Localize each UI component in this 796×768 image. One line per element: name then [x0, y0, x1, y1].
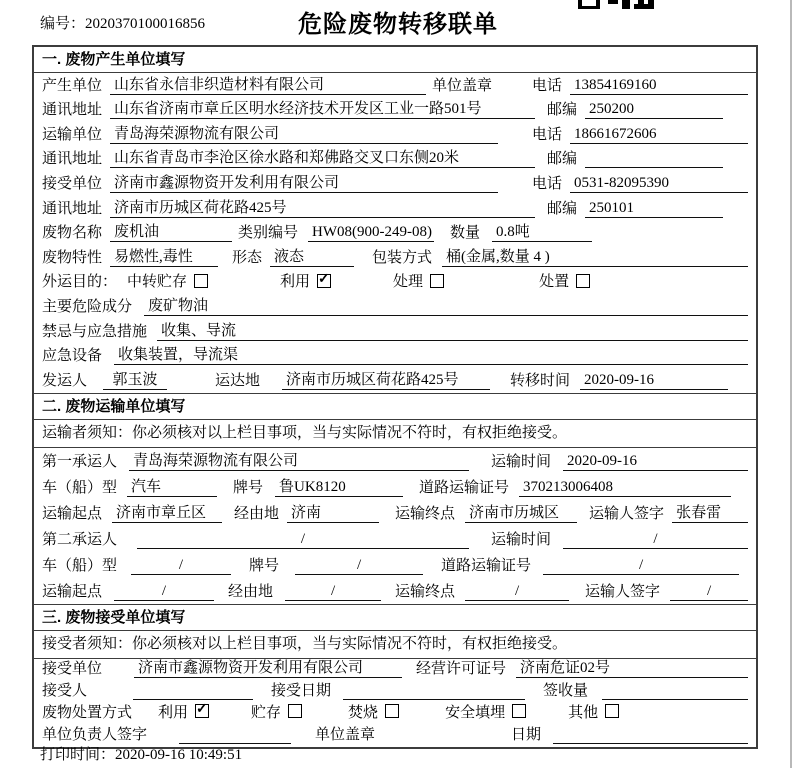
route1-row — [34, 500, 756, 526]
route-end-label: 运输终点 — [395, 505, 456, 522]
transporter-zip — [585, 151, 723, 168]
plate-label: 牌号 — [249, 557, 280, 574]
receiver-label: 接受单位 — [42, 175, 103, 192]
purpose-option-dispose — [539, 270, 590, 291]
checkbox-icon — [512, 704, 526, 718]
disposal-option-landfill — [445, 701, 526, 722]
signed-qty-label: 签收量 — [543, 682, 589, 699]
vehicle2-type: / — [131, 557, 231, 575]
checkbox-icon — [385, 704, 399, 718]
emergency-label: 禁忌与应急措施 — [42, 323, 148, 340]
disposal-option-other — [568, 701, 619, 722]
date-label: 日期 — [511, 726, 542, 743]
recipient-label: 接受人 — [42, 682, 88, 699]
carrier-sign-label: 运输人签字 — [585, 583, 661, 600]
equipment-row — [34, 344, 756, 369]
section1-heading: 一. 废物产生单位填写 — [34, 47, 756, 73]
equipment-value: 收集装置，导流渠 — [114, 343, 748, 365]
option-text: 中转贮存 — [127, 274, 188, 291]
receiver-notice-row — [34, 631, 756, 659]
route1-via: 济南 — [287, 501, 379, 523]
unit-seal-label: 单位盖章 — [315, 726, 376, 743]
form-title: 危险废物转移联单 — [298, 11, 498, 38]
checkbox-icon — [288, 704, 302, 718]
road-license-label: 道路运输证号 — [419, 479, 510, 496]
zip-label: 邮编 — [547, 200, 578, 217]
receiver-value: 济南市鑫源物资开发利用有限公司 — [110, 171, 498, 193]
disposal-row — [34, 703, 756, 725]
section2-heading: 二. 废物运输单位填写 — [34, 394, 756, 420]
shipper-value: 郭玉波 — [103, 368, 167, 390]
dest-label: 运达地 — [215, 372, 261, 389]
form-label: 形态 — [232, 249, 263, 266]
route2-row — [34, 578, 756, 604]
route2-via: / — [285, 583, 381, 601]
qty-value: 0.8吨 — [492, 220, 592, 242]
receiver-address-value: 济南市历城区荷花路425号 — [110, 196, 535, 218]
waste-name-value: 废机油 — [110, 220, 232, 242]
zip-label: 邮编 — [547, 151, 578, 168]
option-text: 处置 — [539, 274, 570, 291]
date-value — [553, 727, 748, 744]
option-text: 贮存 — [251, 704, 282, 721]
purpose-option-use — [280, 270, 331, 291]
recipient-row — [34, 681, 756, 703]
address-label: 通讯地址 — [42, 102, 103, 119]
print-time-line — [40, 743, 242, 764]
transporter-row — [34, 122, 756, 147]
transport-time-label: 运输时间 — [491, 531, 552, 548]
zip-label: 邮编 — [547, 102, 578, 119]
purpose-row — [34, 270, 756, 295]
phone-label: 电话 — [531, 126, 562, 143]
category-label: 类别编号 — [238, 225, 299, 242]
shipper-row — [34, 368, 756, 393]
carrier2-label: 第二承运人 — [42, 531, 118, 548]
option-text: 其他 — [568, 704, 599, 721]
route-end-label: 运输终点 — [395, 583, 456, 600]
address-label: 通讯地址 — [42, 200, 103, 217]
purpose-option-transfer — [127, 270, 208, 291]
receiver-phone: 0531-82095390 — [570, 175, 748, 193]
receiver-zip: 250101 — [585, 200, 723, 218]
waste-name-row — [34, 221, 756, 246]
transfer-time-value: 2020-09-16 — [580, 372, 728, 390]
carrier1-value: 青岛海荣源物流有限公司 — [129, 449, 469, 471]
vehicle1-type: 汽车 — [127, 475, 217, 497]
print-time-label: 打印时间： — [40, 747, 116, 763]
transporter-notice-row — [34, 420, 756, 448]
qty-label: 数量 — [450, 225, 481, 242]
transporter-label: 运输单位 — [42, 126, 103, 143]
waste-name-label: 废物名称 — [42, 225, 103, 242]
responsible-sign-value — [179, 727, 291, 744]
vehicle2-license: / — [543, 557, 739, 575]
vehicle2-plate: / — [295, 557, 423, 575]
vehicle1-row — [34, 474, 756, 500]
section-transporter — [34, 393, 756, 604]
checkbox-icon — [430, 274, 444, 288]
option-text: 处理 — [393, 274, 424, 291]
carrier2-row — [34, 526, 756, 552]
vehicle2-row — [34, 552, 756, 578]
signed-qty-value — [602, 683, 748, 700]
accept-unit-value: 济南市鑫源物资开发利用有限公司 — [134, 656, 402, 678]
receiver-address-row — [34, 196, 756, 221]
phone-label: 电话 — [531, 175, 562, 192]
dest-value: 济南市历城区荷花路425号 — [282, 368, 490, 390]
vehicle-type-label: 车（船）型 — [42, 479, 118, 496]
purpose-label: 外运目的： — [42, 274, 118, 291]
print-time-value: 2020-09-16 10:49:51 — [115, 747, 243, 763]
producer-value: 山东省永信非织造材料有限公司 — [110, 73, 426, 95]
producer-label: 产生单位 — [42, 77, 103, 94]
section-receiver — [34, 604, 756, 747]
transporter-phone: 18661672606 — [570, 126, 748, 144]
waste-props-value: 易燃性,毒性 — [110, 245, 218, 267]
vehicle1-license: 370213006408 — [519, 479, 731, 497]
phone-label: 电话 — [531, 77, 562, 94]
transfer-form — [32, 45, 758, 749]
address-label: 通讯地址 — [42, 151, 103, 168]
accept-date-label: 接受日期 — [271, 682, 332, 699]
route2-start: / — [114, 583, 214, 601]
route2-sign: / — [670, 583, 748, 601]
transfer-time-label: 转移时间 — [510, 372, 571, 389]
option-text: 安全填埋 — [445, 704, 506, 721]
route1-sign: 张春雷 — [672, 501, 748, 523]
hazard-row — [34, 294, 756, 319]
vehicle1-plate: 鲁UK8120 — [275, 475, 403, 497]
responsible-sign-label: 单位负责人签字 — [42, 726, 148, 743]
waste-props-row — [34, 245, 756, 270]
checkbox-icon — [317, 274, 331, 288]
section3-heading: 三. 废物接受单位填写 — [34, 605, 756, 631]
hazard-value: 废矿物油 — [144, 294, 748, 316]
plate-label: 牌号 — [233, 479, 264, 496]
section-producer — [34, 47, 756, 393]
vehicle-type-label: 车（船）型 — [42, 557, 118, 574]
receiver-notice: 接受者须知：你必须核对以上栏目事项，当与实际情况不符时，有权拒绝接受。 — [42, 636, 568, 653]
seal-label: 单位盖章 — [432, 77, 493, 94]
accept-unit-row — [34, 659, 756, 681]
checkbox-icon — [605, 704, 619, 718]
carrier-sign-label: 运输人签字 — [589, 505, 665, 522]
transporter-value: 青岛海荣源物流有限公司 — [110, 122, 498, 144]
disposal-option-burn — [348, 701, 399, 722]
producer-phone: 13854169160 — [570, 77, 748, 95]
business-license-value: 济南危证02号 — [516, 656, 748, 678]
route2-end: / — [465, 583, 569, 601]
transporter-address-value: 山东省青岛市李沧区徐水路和郑佛路交叉口东侧20米 — [110, 146, 535, 168]
window-scrollbar[interactable] — [790, 0, 792, 768]
transport-time-label: 运输时间 — [491, 453, 552, 470]
business-license-label: 经营许可证号 — [416, 660, 507, 677]
route1-end: 济南市历城区 — [465, 501, 577, 523]
carrier1-row — [34, 448, 756, 474]
category-value: HW08(900-249-08) — [308, 224, 434, 242]
option-text: 利用 — [280, 274, 311, 291]
carrier1-label: 第一承运人 — [42, 453, 118, 470]
carrier2-time: / — [563, 531, 748, 549]
road-license-label: 道路运输证号 — [441, 557, 532, 574]
checkbox-icon — [194, 274, 208, 288]
receiver-row — [34, 171, 756, 196]
disposal-label: 废物处置方式 — [42, 704, 133, 721]
shipper-label: 发运人 — [42, 372, 88, 389]
carrier2-value: / — [137, 531, 469, 549]
option-text: 焚烧 — [348, 704, 379, 721]
producer-row — [34, 73, 756, 98]
form-value: 液态 — [270, 245, 354, 267]
emergency-row — [34, 319, 756, 344]
option-text: 利用 — [158, 704, 189, 721]
pack-value: 桶(金属,数量 4 ) — [442, 245, 748, 267]
hazard-label: 主要危险成分 — [42, 298, 133, 315]
emergency-value: 收集、导流 — [157, 319, 748, 341]
transporter-notice: 运输者须知：你必须核对以上栏目事项，当与实际情况不符时，有权拒绝接受。 — [42, 425, 568, 442]
via-label: 经由地 — [234, 505, 280, 522]
purpose-option-treat — [393, 270, 444, 291]
equipment-label: 应急设备 — [42, 348, 103, 365]
producer-zip: 250200 — [585, 101, 723, 119]
route-start-label: 运输起点 — [42, 583, 103, 600]
checkbox-icon — [576, 274, 590, 288]
via-label: 经由地 — [228, 583, 274, 600]
waste-props-label: 废物特性 — [42, 249, 103, 266]
disposal-option-store — [251, 701, 302, 722]
pack-label: 包装方式 — [372, 249, 433, 266]
serial-label: 编号： — [40, 16, 86, 32]
transporter-address-row — [34, 147, 756, 172]
route-start-label: 运输起点 — [42, 505, 103, 522]
producer-address-value: 山东省济南市章丘区明水经济技术开发区工业一路501号 — [110, 97, 535, 119]
disposal-option-use — [158, 701, 209, 722]
route1-start: 济南市章丘区 — [112, 501, 222, 523]
accept-unit-label: 接受单位 — [42, 660, 103, 677]
producer-address-row — [34, 98, 756, 123]
serial-value: 2020370100016856 — [85, 16, 206, 32]
accept-date-value — [343, 683, 525, 700]
checkbox-icon — [195, 704, 209, 718]
carrier1-time: 2020-09-16 — [563, 453, 748, 471]
recipient-value — [133, 683, 253, 700]
